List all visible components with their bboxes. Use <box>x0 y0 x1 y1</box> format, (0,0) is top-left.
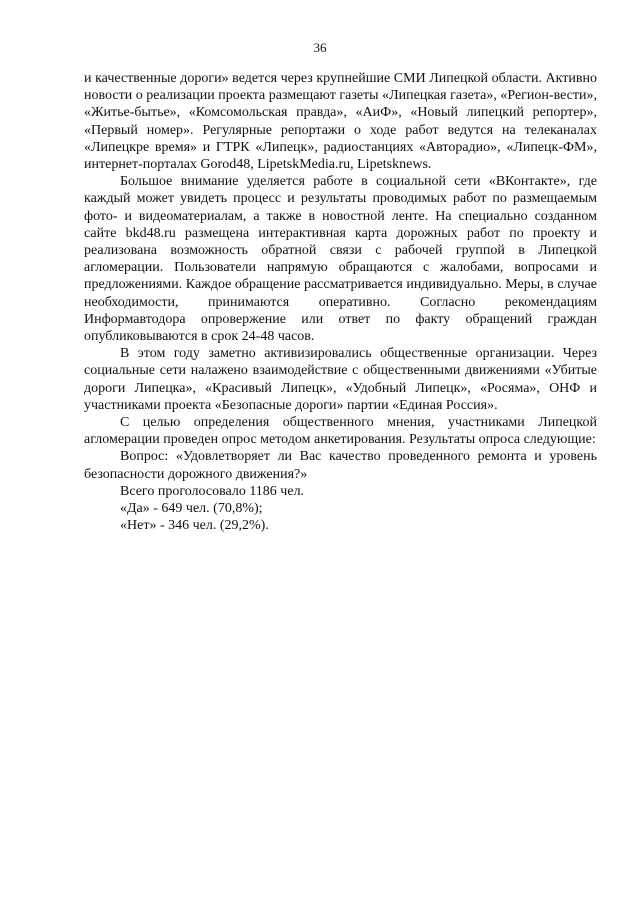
survey-total-votes: Всего проголосовало 1186 чел. <box>120 483 305 499</box>
paragraph-public-organizations: В этом году заметно активизировались общественные организации. Через социальные сети налажено взаимодействие с общественными движениями «Убитые дороги Липецка», «Красивый Липецк», «Удобный Липецк», «Росяма», ОНФ и участниками проекта «Безопасные дороги» партии «Единая Россия». <box>84 346 597 413</box>
paragraph-media-coverage: и качественные дороги» ведется через крупнейшие СМИ Липецкой области. Активно новости о реализации проекта размещают газеты «Липецкая газета», «Регион-вести», «Житье-бытье», «Комсомольская правда», «АиФ», «Новый липецкий репортер», «Первый номер». Регулярные репортажи о ходе работ ведутся на телеканалах «Липецкре время» и ГТРК «Липецк», радиостанциях «Авторадио», «Липецк-ФМ», интернет-порталах Gorod48, LipetskMedia.ru, Lipetsknews. <box>84 71 597 173</box>
page-number: 36 <box>313 40 327 55</box>
survey-result-no: «Нет» - 346 чел. (29,2%). <box>120 518 269 534</box>
paragraph-survey-question: Вопрос: «Удовлетворяет ли Вас качество проведенного ремонта и уровень безопасности дорожного движения?» <box>84 449 597 482</box>
document-body <box>84 70 597 534</box>
paragraph-survey-intro: С целью определения общественного мнения, участниками Липецкой агломерации проведен опрос методом анкетирования. Результаты опроса следующие: <box>84 415 597 448</box>
paragraph-social-network: Большое внимание уделяется работе в социальной сети «ВКонтакте», где каждый может увидеть процесс и результаты проводимых работ по размещаемым фото- и видеоматериалам, а также в новостной ленте. На специально созданном сайте bkd48.ru размещена интерактивная карта дорожных работ по проекту и реализована возможность обратной связи с рабочей группой в Липецкой агломерации. Пользователи напрямую обращаются с жалобами, вопросами и предложениями. Каждое обращение рассматривается индивидуально. Меры, в случае необходимости, принимаются оперативно. Согласно рекомендациям Информавтодора опровержение или ответ по факту обращений граждан опубликовываются в срок 24-48 часов. <box>84 174 597 345</box>
survey-result-yes: «Да» - 649 чел. (70,8%); <box>120 501 263 517</box>
